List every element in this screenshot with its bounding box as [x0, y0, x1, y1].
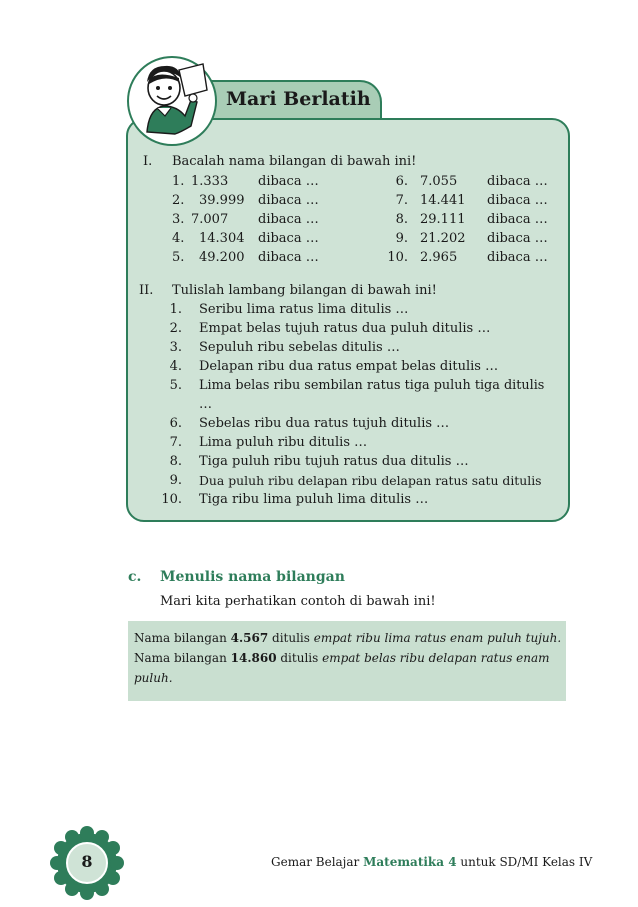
list-item-number: 7. — [169, 435, 182, 450]
list-item-read: dibaca … — [258, 174, 319, 189]
list-item: Seribu lima ratus lima ditulis … — [199, 302, 409, 317]
example-line-3 — [134, 671, 173, 685]
example-line-1 — [134, 631, 561, 645]
list-item-number: 8. — [395, 212, 408, 227]
list-item: Dua puluh ribu delapan ribu delapan ratus satu ditulis — [199, 473, 542, 488]
list-item: Delapan ribu dua ratus empat belas ditulis … — [199, 359, 499, 374]
list-item-read: dibaca … — [258, 231, 319, 246]
section-2-number: II. — [139, 283, 154, 298]
example-number: 4.567 — [230, 631, 269, 645]
list-item-read: dibaca … — [487, 174, 548, 189]
list-item-number: 9. — [169, 473, 182, 488]
list-item-number: 5. — [169, 378, 182, 393]
section-c-letter: c. — [128, 569, 142, 585]
list-item-value: 39.999 — [199, 193, 245, 208]
example-words: empat ribu lima ratus enam puluh tujuh. — [313, 631, 562, 645]
list-item-number: 7. — [395, 193, 408, 208]
list-item-value: 2.965 — [420, 250, 458, 265]
list-item-value: 29.111 — [420, 212, 466, 227]
example-words: empat belas ribu delapan ratus enam — [322, 651, 550, 665]
list-item-number: 4. — [172, 231, 185, 246]
list-item-read: dibaca … — [258, 212, 319, 227]
footer-text — [271, 855, 592, 869]
list-item-number: 10. — [161, 492, 182, 507]
list-item-value: 49.200 — [199, 250, 245, 265]
section-c-title: Menulis nama bilangan — [160, 569, 345, 585]
list-item-number: 8. — [169, 454, 182, 469]
example-number: 14.860 — [230, 651, 277, 665]
list-item-number: 1. — [172, 174, 185, 189]
boy-mascot-icon — [135, 60, 213, 140]
list-item-value: 7.055 — [420, 174, 458, 189]
list-item-number: 1. — [169, 302, 182, 317]
example-text: ditulis — [268, 631, 314, 645]
list-item-value: 14.304 — [199, 231, 245, 246]
list-item-value: 14.441 — [420, 193, 466, 208]
list-item: Lima puluh ribu ditulis … — [199, 435, 368, 450]
list-item-value: 1.333 — [191, 174, 229, 189]
list-item: Tiga ribu lima puluh lima ditulis … — [199, 492, 429, 507]
example-line-2 — [134, 651, 550, 665]
list-item: Empat belas tujuh ratus dua puluh ditulis … — [199, 321, 491, 336]
list-item-number: 3. — [172, 212, 185, 227]
section-1-instruction: Bacalah nama bilangan di bawah ini! — [172, 154, 417, 169]
list-item: Tiga puluh ribu tujuh ratus dua ditulis … — [199, 454, 469, 469]
list-item-number: 3. — [169, 340, 182, 355]
list-item-value: 7.007 — [191, 212, 229, 227]
list-item-continuation: … — [199, 397, 212, 412]
list-item: Lima belas ribu sembilan ratus tiga puluh tiga ditulis — [199, 378, 545, 393]
list-item-number: 2. — [169, 321, 182, 336]
list-item: Sepuluh ribu sebelas ditulis … — [199, 340, 400, 355]
list-item-number: 2. — [172, 193, 185, 208]
list-item-read: dibaca … — [487, 193, 548, 208]
list-item: Sebelas ribu dua ratus tujuh ditulis … — [199, 416, 450, 431]
example-words: puluh. — [134, 671, 173, 685]
list-item-read: dibaca … — [487, 250, 548, 265]
footer-brand: Matematika 4 — [363, 855, 457, 869]
example-text: Nama bilangan — [134, 631, 231, 645]
list-item-read: dibaca … — [487, 231, 548, 246]
example-text: ditulis — [276, 651, 323, 665]
list-item-read: dibaca … — [258, 193, 319, 208]
list-item-number: 4. — [169, 359, 182, 374]
list-item-read: dibaca … — [487, 212, 548, 227]
list-item-number: 9. — [395, 231, 408, 246]
footer-prefix: Gemar Belajar — [271, 855, 364, 869]
section-c-intro: Mari kita perhatikan contoh di bawah ini! — [160, 594, 436, 609]
list-item-number: 6. — [395, 174, 408, 189]
practice-title: Mari Berlatih — [226, 88, 371, 110]
list-item-number: 6. — [169, 416, 182, 431]
list-item-read: dibaca … — [258, 250, 319, 265]
list-item-number: 5. — [172, 250, 185, 265]
section-1-number: I. — [143, 154, 153, 169]
list-item-number: 10. — [387, 250, 408, 265]
page-number: 8 — [81, 852, 93, 871]
example-text: Nama bilangan — [134, 651, 231, 665]
list-item-value: 21.202 — [420, 231, 466, 246]
section-2-instruction: Tulislah lambang bilangan di bawah ini! — [172, 283, 437, 298]
footer-suffix: untuk SD/MI Kelas IV — [456, 855, 593, 869]
